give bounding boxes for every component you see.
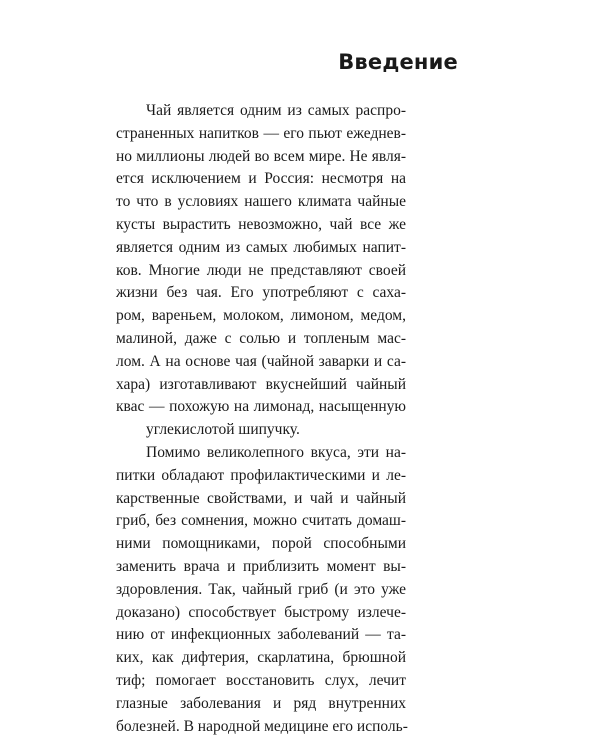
paragraph-2-line: здоровления. Так, чайный гриб (и это уже — [116, 580, 406, 598]
paragraph-1-line: ром, вареньем, молоком, лимоном, медом, — [116, 307, 406, 325]
paragraph-1-line: жизни без чая. Его употребляют с саха- — [116, 284, 406, 302]
paragraph-1-line: углекислотой шипучку. — [146, 421, 300, 439]
paragraph-1-line: Чай является одним из самых распро- — [146, 102, 406, 119]
paragraph-2-line: нию от инфекционных заболеваний — та- — [116, 626, 406, 644]
paragraph-2-line: ними помощниками, порой способными — [116, 535, 406, 553]
paragraph-2-line: питки обладают профилактическими и ле- — [116, 466, 406, 484]
paragraph-2-line: Помимо великолепного вкуса, эти на- — [146, 443, 406, 461]
body-text — [116, 100, 406, 738]
paragraph-1-line: лом. А на основе чая (чайной заварки и са- — [116, 352, 406, 370]
paragraph-1-line: кусты вырастить невозможно, чай все же — [116, 215, 406, 233]
paragraph-1-line: является одним из самых любимых напит- — [116, 238, 406, 256]
paragraph-1-line: ется исключением и Россия: несмотря на — [116, 170, 406, 188]
paragraph-1-line: квас — похожую на лимонад, насыщенную — [116, 398, 406, 416]
paragraph-2-line: тиф; помогает восстановить слух, лечит — [116, 671, 406, 689]
paragraph-1-line: малиной, даже с солью и топленым мас- — [116, 329, 406, 347]
paragraph-1-line: страненных напитков — его пьют ежеднев- — [116, 124, 406, 142]
paragraph-1-line: то что в условиях нашего климата чайные — [116, 193, 406, 211]
paragraph-1-line: ков. Многие люди не представляют своей — [116, 261, 406, 279]
chapter-title: Введение — [338, 50, 458, 74]
paragraph-2-line: болезней. В народной медицине его исполь- — [116, 717, 408, 735]
paragraph-2-line: глазные заболевания и ряд внутренних — [116, 694, 406, 712]
paragraph-2-line: карственные свойствами, и чай и чайный — [116, 489, 406, 507]
paragraph-2-line: ких, как дифтерия, скарлатина, брюшной — [116, 649, 406, 667]
paragraph-2-line: гриб, без сомнения, можно считать домаш- — [116, 512, 406, 530]
paragraph-2-line: заменить врача и приблизить момент вы- — [116, 557, 406, 575]
paragraph-1-line: но миллионы людей во всем мире. Не явля- — [116, 147, 406, 165]
paragraph-2-line: доказано) способствует быстрому излече- — [116, 603, 406, 621]
paragraph-1-line: хара) изготавливают вкуснейший чайный — [116, 375, 406, 393]
